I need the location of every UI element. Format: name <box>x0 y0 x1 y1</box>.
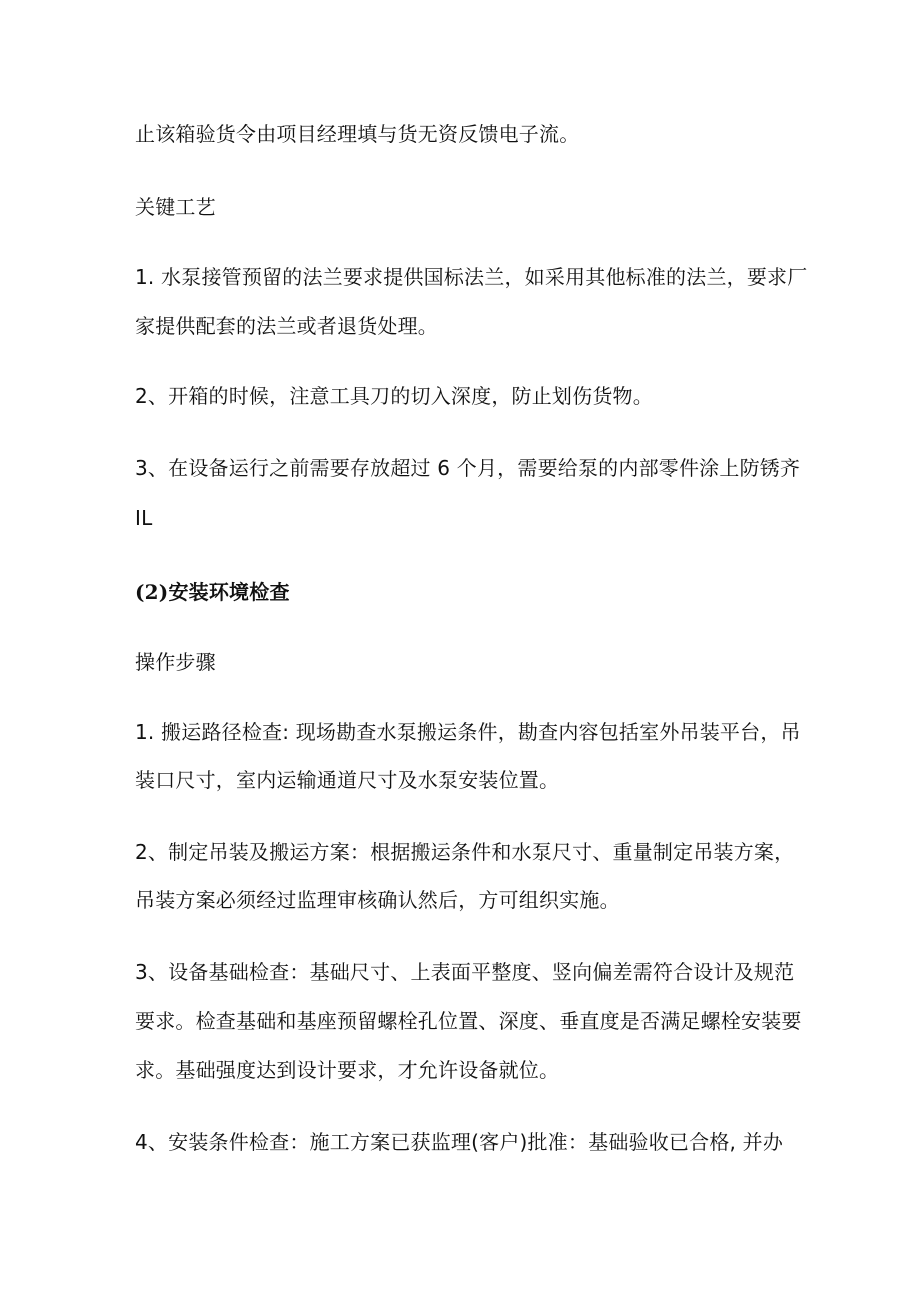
paragraph-line-14: 3、设备基础检查：基础尺寸、上表面平整度、竖向偏差需符合设计及规范 <box>135 960 795 984</box>
paragraph-line-7: IL <box>135 506 153 530</box>
paragraph-line-3: 1. 水泵接管预留的法兰要求提供国标法兰，如采用其他标准的法兰，要求厂 <box>135 265 808 289</box>
paragraph-line-13: 吊装方案必须经过监理审核确认然后，方可组织实施。 <box>135 888 620 912</box>
paragraph-line-11: 装口尺寸，室内运输通道尺寸及水泵安装位置。 <box>135 768 560 792</box>
paragraph-line-15: 要求。检查基础和基座预留螺栓孔位置、深度、垂直度是否满足螺栓安装要 <box>135 1009 802 1033</box>
paragraph-line-4: 家提供配套的法兰或者退货处理。 <box>135 314 438 338</box>
paragraph-line-1: 止该箱验货令由项目经理填与货无资反馈电子流。 <box>135 122 580 146</box>
paragraph-line-17: 4、安装条件检查：施工方案已获监理(客户)批准：基础验收已合格, 并办 <box>135 1130 784 1154</box>
paragraph-line-16: 求。基础强度达到设计要求，才允许设备就位。 <box>135 1058 560 1082</box>
paragraph-line-6: 3、在设备运行之前需要存放超过 6 个月，需要给泵的内部零件涂上防锈齐 <box>135 456 801 480</box>
section-label-operation-steps: 操作步骤 <box>135 650 216 674</box>
section-heading-install-environment: (2)安装环境检查 <box>135 580 290 604</box>
paragraph-line-5: 2、开箱的时候，注意工具刀的切入深度，防止划伤货物。 <box>135 384 653 408</box>
section-label-key-process: 关键工艺 <box>135 195 216 219</box>
paragraph-line-12: 2、制定吊装及搬运方案：根据搬运条件和水泵尺寸、重量制定吊装方案， <box>135 840 795 864</box>
paragraph-line-10: 1. 搬运路径检查: 现场勘查水泵搬运条件，勘查内容包括室外吊装平台，吊 <box>135 720 801 744</box>
